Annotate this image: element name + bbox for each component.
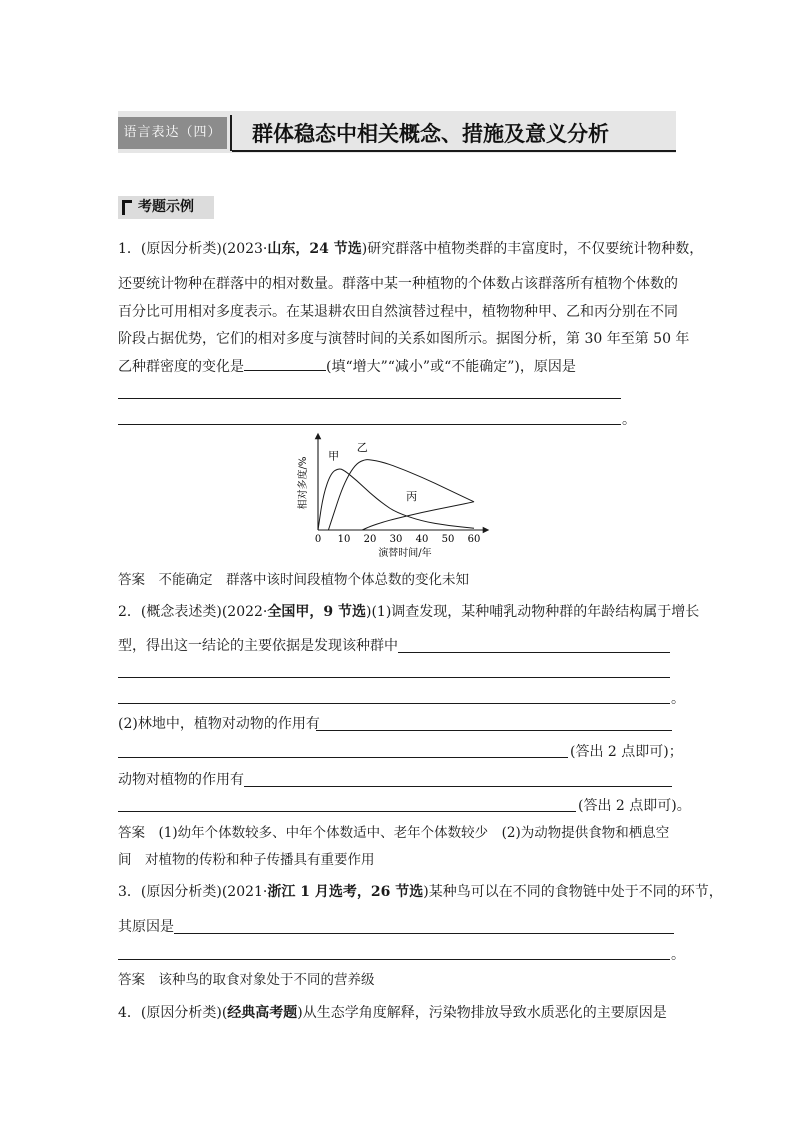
- series-line-2: [362, 502, 474, 530]
- series-labels: [328, 441, 417, 503]
- q1-suffix: )研究群落中植物类群的丰富度时，不仅要统计物种数，: [361, 241, 704, 257]
- q1-answer-line-1[interactable]: [118, 398, 621, 399]
- q1-answer-label: 答案: [118, 572, 145, 588]
- q3-line-2: 其原因是: [118, 919, 174, 935]
- page-title: 群体稳态中相关概念、措施及意义分析: [252, 122, 609, 146]
- q1-end-mark: 。: [622, 412, 636, 428]
- series-lines: [318, 460, 474, 530]
- q2-answer-line-3[interactable]: [118, 703, 670, 704]
- x-tick-label-1: 10: [337, 534, 351, 545]
- header-underline: [232, 150, 676, 152]
- series-line-1: [328, 460, 474, 530]
- q1-blank-1[interactable]: [244, 356, 326, 371]
- q1-line-1: [118, 239, 703, 259]
- x-tick-label-5: 50: [441, 534, 455, 545]
- q2-answer-text-1: (1)幼年个体数较多、中年个体数适中、老年个体数较少 (2)为动物提供食物和栖息空: [158, 825, 670, 841]
- y-axis-label: 相对多度/%: [298, 456, 309, 510]
- q4-line-1: [118, 1003, 667, 1023]
- q2-prefix: 2．(概念表述类)(2022·: [118, 604, 268, 620]
- q2-line-1: [118, 602, 699, 622]
- q1-line-5: [118, 356, 576, 377]
- q2-note-2: (答出 2 点即可)。: [578, 798, 691, 814]
- q1-line-2: 还要统计物种在群落中的相对数量。群落中某一种植物的个体数占该群落所有植物个体数的: [118, 276, 678, 292]
- x-tick-label-3: 30: [389, 534, 403, 545]
- q4-source: 经典高考题: [227, 1005, 298, 1021]
- q1-source: 山东，24 节选: [267, 241, 362, 257]
- series-line-0: [318, 469, 474, 530]
- corner-bracket-icon: [122, 200, 132, 215]
- q2-blank-3[interactable]: [118, 757, 568, 758]
- q3-blank-2[interactable]: [118, 959, 670, 960]
- header-tag: 语言表达（四）: [118, 117, 227, 149]
- q4-prefix: 4．(原因分析类)(: [118, 1005, 228, 1021]
- q3-blank-1[interactable]: [174, 933, 674, 934]
- q3-prefix: 3．(原因分析类)(2021·: [118, 884, 268, 900]
- q3-end-mark: 。: [671, 947, 685, 963]
- q3-answer: [118, 970, 375, 990]
- q3-answer-text: 该种鸟的取食对象处于不同的营养级: [158, 972, 375, 988]
- q2-blank-2[interactable]: [316, 730, 672, 731]
- q2-line-2: 型，得出这一结论的主要依据是发现该种群中: [118, 638, 398, 654]
- x-axis-label: 演替时间/年: [378, 548, 432, 559]
- q1-answer: [118, 570, 469, 590]
- q2-suffix: )(1)调查发现，某种哺乳动物种群的年龄结构属于增长: [366, 604, 700, 620]
- q2-answer-label: 答案: [118, 825, 145, 841]
- relative-abundance-chart: [290, 432, 500, 564]
- header-separator: [230, 115, 232, 151]
- q1-line-3: 百分比可用相对多度表示。在某退耕农田自然演替过程中，植物物种甲、乙和丙分别在不同: [118, 304, 678, 320]
- q2-note-1: (答出 2 点即可)；: [570, 744, 683, 760]
- q3-suffix: )某种鸟可以在不同的食物链中处于不同的环节，: [423, 884, 723, 900]
- q1-line-5a: 乙种群密度的变化是: [118, 359, 244, 375]
- q1-line-4: 阶段占据优势，它们的相对多度与演替时间的关系如图所示。据图分析，第 30 年至第 50 年: [118, 331, 690, 347]
- q3-answer-label: 答案: [118, 972, 145, 988]
- q4-suffix: )从生态学角度解释，污染物排放导致水质恶化的主要原因是: [297, 1005, 667, 1021]
- q2-blank-5[interactable]: [118, 811, 576, 812]
- series-label-2: 丙: [406, 490, 418, 504]
- q3-source: 浙江 1 月选考，26 节选: [267, 884, 424, 900]
- q1-prefix: 1．(原因分析类)(2023·: [118, 241, 268, 257]
- q2-source: 全国甲，9 节选: [267, 604, 366, 620]
- section-label: 考题示例: [138, 199, 194, 215]
- q2-blank-1[interactable]: [398, 652, 670, 653]
- x-tick-labels: [315, 534, 481, 545]
- q1-answer-text: 不能确定 群落中该时间段植物个体总数的变化未知: [158, 572, 469, 588]
- q2-answer-line-2[interactable]: [118, 677, 670, 678]
- q2-blank-4[interactable]: [244, 786, 672, 787]
- q2-end-mark: 。: [671, 691, 685, 707]
- series-label-1: 乙: [356, 440, 368, 454]
- x-tick-label-2: 20: [363, 534, 377, 545]
- x-tick-label-6: 60: [467, 534, 481, 545]
- q2-part2b-lead: 动物对植物的作用有: [118, 772, 244, 788]
- q3-line-1: [118, 882, 723, 902]
- x-tick-label-0: 0: [314, 534, 322, 545]
- q1-line-5b: (填“增大”“减小”或“不能确定”)，原因是: [326, 359, 576, 375]
- series-label-0: 甲: [328, 449, 340, 463]
- q1-answer-line-2[interactable]: [118, 424, 621, 425]
- q2-answer-text-2: 间 对植物的传粉和种子传播具有重要作用: [118, 852, 375, 868]
- q2-part2-lead: (2)林地中，植物对动物的作用有: [118, 716, 320, 732]
- q2-answer-line-a: [118, 823, 669, 843]
- x-tick-label-4: 40: [415, 534, 429, 545]
